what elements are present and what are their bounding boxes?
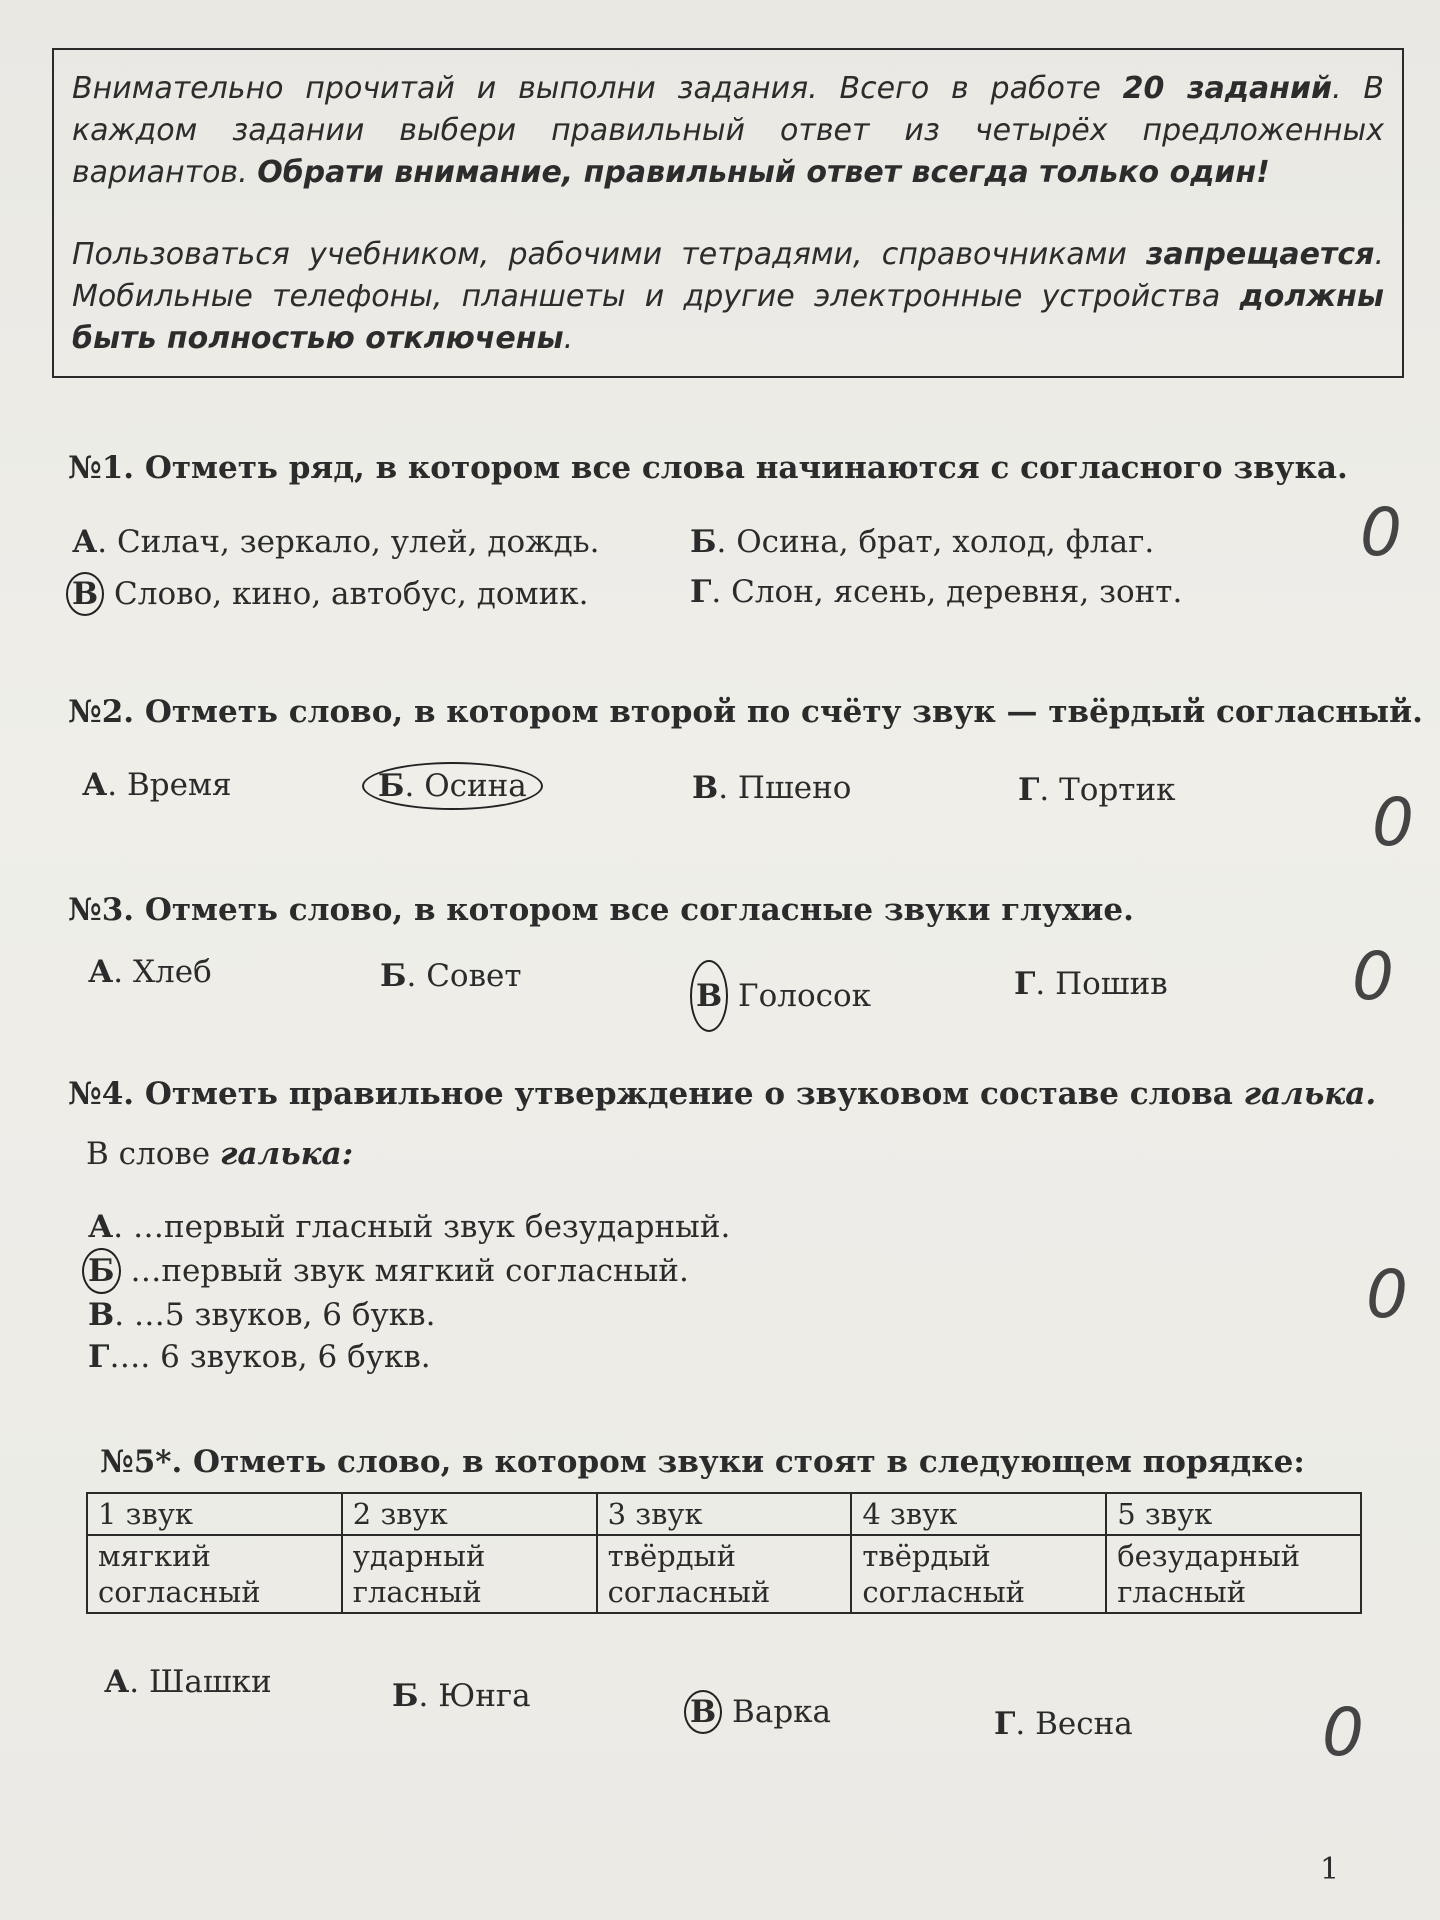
table-cell: твёрдый согласный [597,1535,852,1613]
task-5-option-c[interactable]: В Варка [690,1690,831,1734]
table-header-cell: 4 звук [851,1493,1106,1535]
instructions-box [52,48,1404,378]
table-header-cell: 5 звук [1106,1493,1361,1535]
task-2-score-mark: 0 [1372,784,1414,861]
table-header-cell: 3 звук [597,1493,852,1535]
task-5-title: №5*. Отметь слово, в котором звуки стоят в следующем порядке: [100,1444,1305,1480]
table-cell: безударный гласный [1106,1535,1361,1613]
task-4-options [88,1206,730,1378]
task-3-option-c[interactable]: В Голосок [696,960,871,1032]
table-header-cell: 1 звук [87,1493,342,1535]
task-2-option-c[interactable]: В. Пшено [692,770,852,806]
table-header-cell: 2 звук [342,1493,597,1535]
task-1-score-mark: 0 [1360,494,1402,571]
task-1-option-d[interactable]: Г. Слон, ясень, деревня, зонт. [690,574,1183,610]
page-number: 1 [1320,1852,1340,1887]
table-header-row [87,1493,1361,1535]
selected-answer-circle: В [690,960,728,1032]
task-1 [68,446,1388,490]
task-2-option-b-circled[interactable]: Б. Осина [362,762,543,810]
task-3-option-a[interactable]: А. Хлеб [88,954,212,990]
task-2-title: №2. Отметь слово, в котором второй по счёту звук — твёрдый согласный. [68,694,1423,730]
table-cell: ударный гласный [342,1535,597,1613]
task-1-option-b[interactable]: Б. Осина, брат, холод, флаг. [690,524,1155,560]
instructions-paragraph-2: Пользоваться учебником, рабочими тетрадями, справочниками запрещается. Мобильные телефоны, планшеты и другие электронные устройства должны быть полностью отключены. [72,237,1384,356]
task-1-option-c[interactable]: В Слово, кино, автобус, домик. [72,572,589,616]
task-4-option-a[interactable]: А. …первый гласный звук безударный. [88,1209,731,1245]
task-4-option-d[interactable]: Г…. 6 звуков, 6 букв. [88,1339,431,1375]
selected-answer-circle: Б [82,1248,121,1294]
task-1-title: №1. Отметь ряд, в котором все слова начинаются с согласного звука. [68,450,1348,486]
sound-order-table [86,1492,1362,1614]
task-4-option-c[interactable]: В. …5 звуков, 6 букв. [88,1297,436,1333]
task-1-option-a[interactable]: А. Силач, зеркало, улей, дождь. [72,524,600,560]
selected-answer-circle: В [66,572,104,616]
task-2 [68,690,1423,734]
task-2-option-d[interactable]: Г. Тортик [1018,772,1176,808]
selected-answer-circle: В [684,1690,722,1734]
task-2-option-a[interactable]: А. Время [82,767,232,803]
task-5-option-b[interactable]: Б. Юнга [392,1678,531,1714]
task-3-title: №3. Отметь слово, в котором все согласные звуки глухие. [68,892,1134,928]
task-4 [68,1072,1388,1116]
task-3-option-b[interactable]: Б. Совет [380,958,522,994]
task-4-intro: В слове галька: [86,1136,354,1172]
table-cell: твёрдый согласный [851,1535,1106,1613]
task-3 [68,888,1388,932]
task-3-option-d[interactable]: Г. Пошив [1014,966,1168,1002]
table-cell: мягкий согласный [87,1535,342,1613]
task-5 [100,1440,1420,1484]
task-5-option-a[interactable]: А. Шашки [104,1664,272,1700]
task-4-title: №4. Отметь правильное утверждение о звуковом составе слова галька. [68,1076,1377,1112]
task-4-option-b[interactable]: Б …первый звук мягкий согласный. [88,1248,730,1294]
task-4-score-mark: 0 [1366,1256,1408,1333]
table-row [87,1535,1361,1613]
instructions-paragraph-1: Внимательно прочитай и выполни задания. Всего в работе 20 заданий. В каждом задании выбери правильный ответ из четырёх предложенных вариантов. Обрати внимание, правильный ответ всегда только один! [72,71,1385,190]
task-5-score-mark: 0 [1322,1694,1364,1771]
task-3-score-mark: 0 [1352,938,1394,1015]
task-5-option-d[interactable]: Г. Весна [994,1706,1133,1742]
